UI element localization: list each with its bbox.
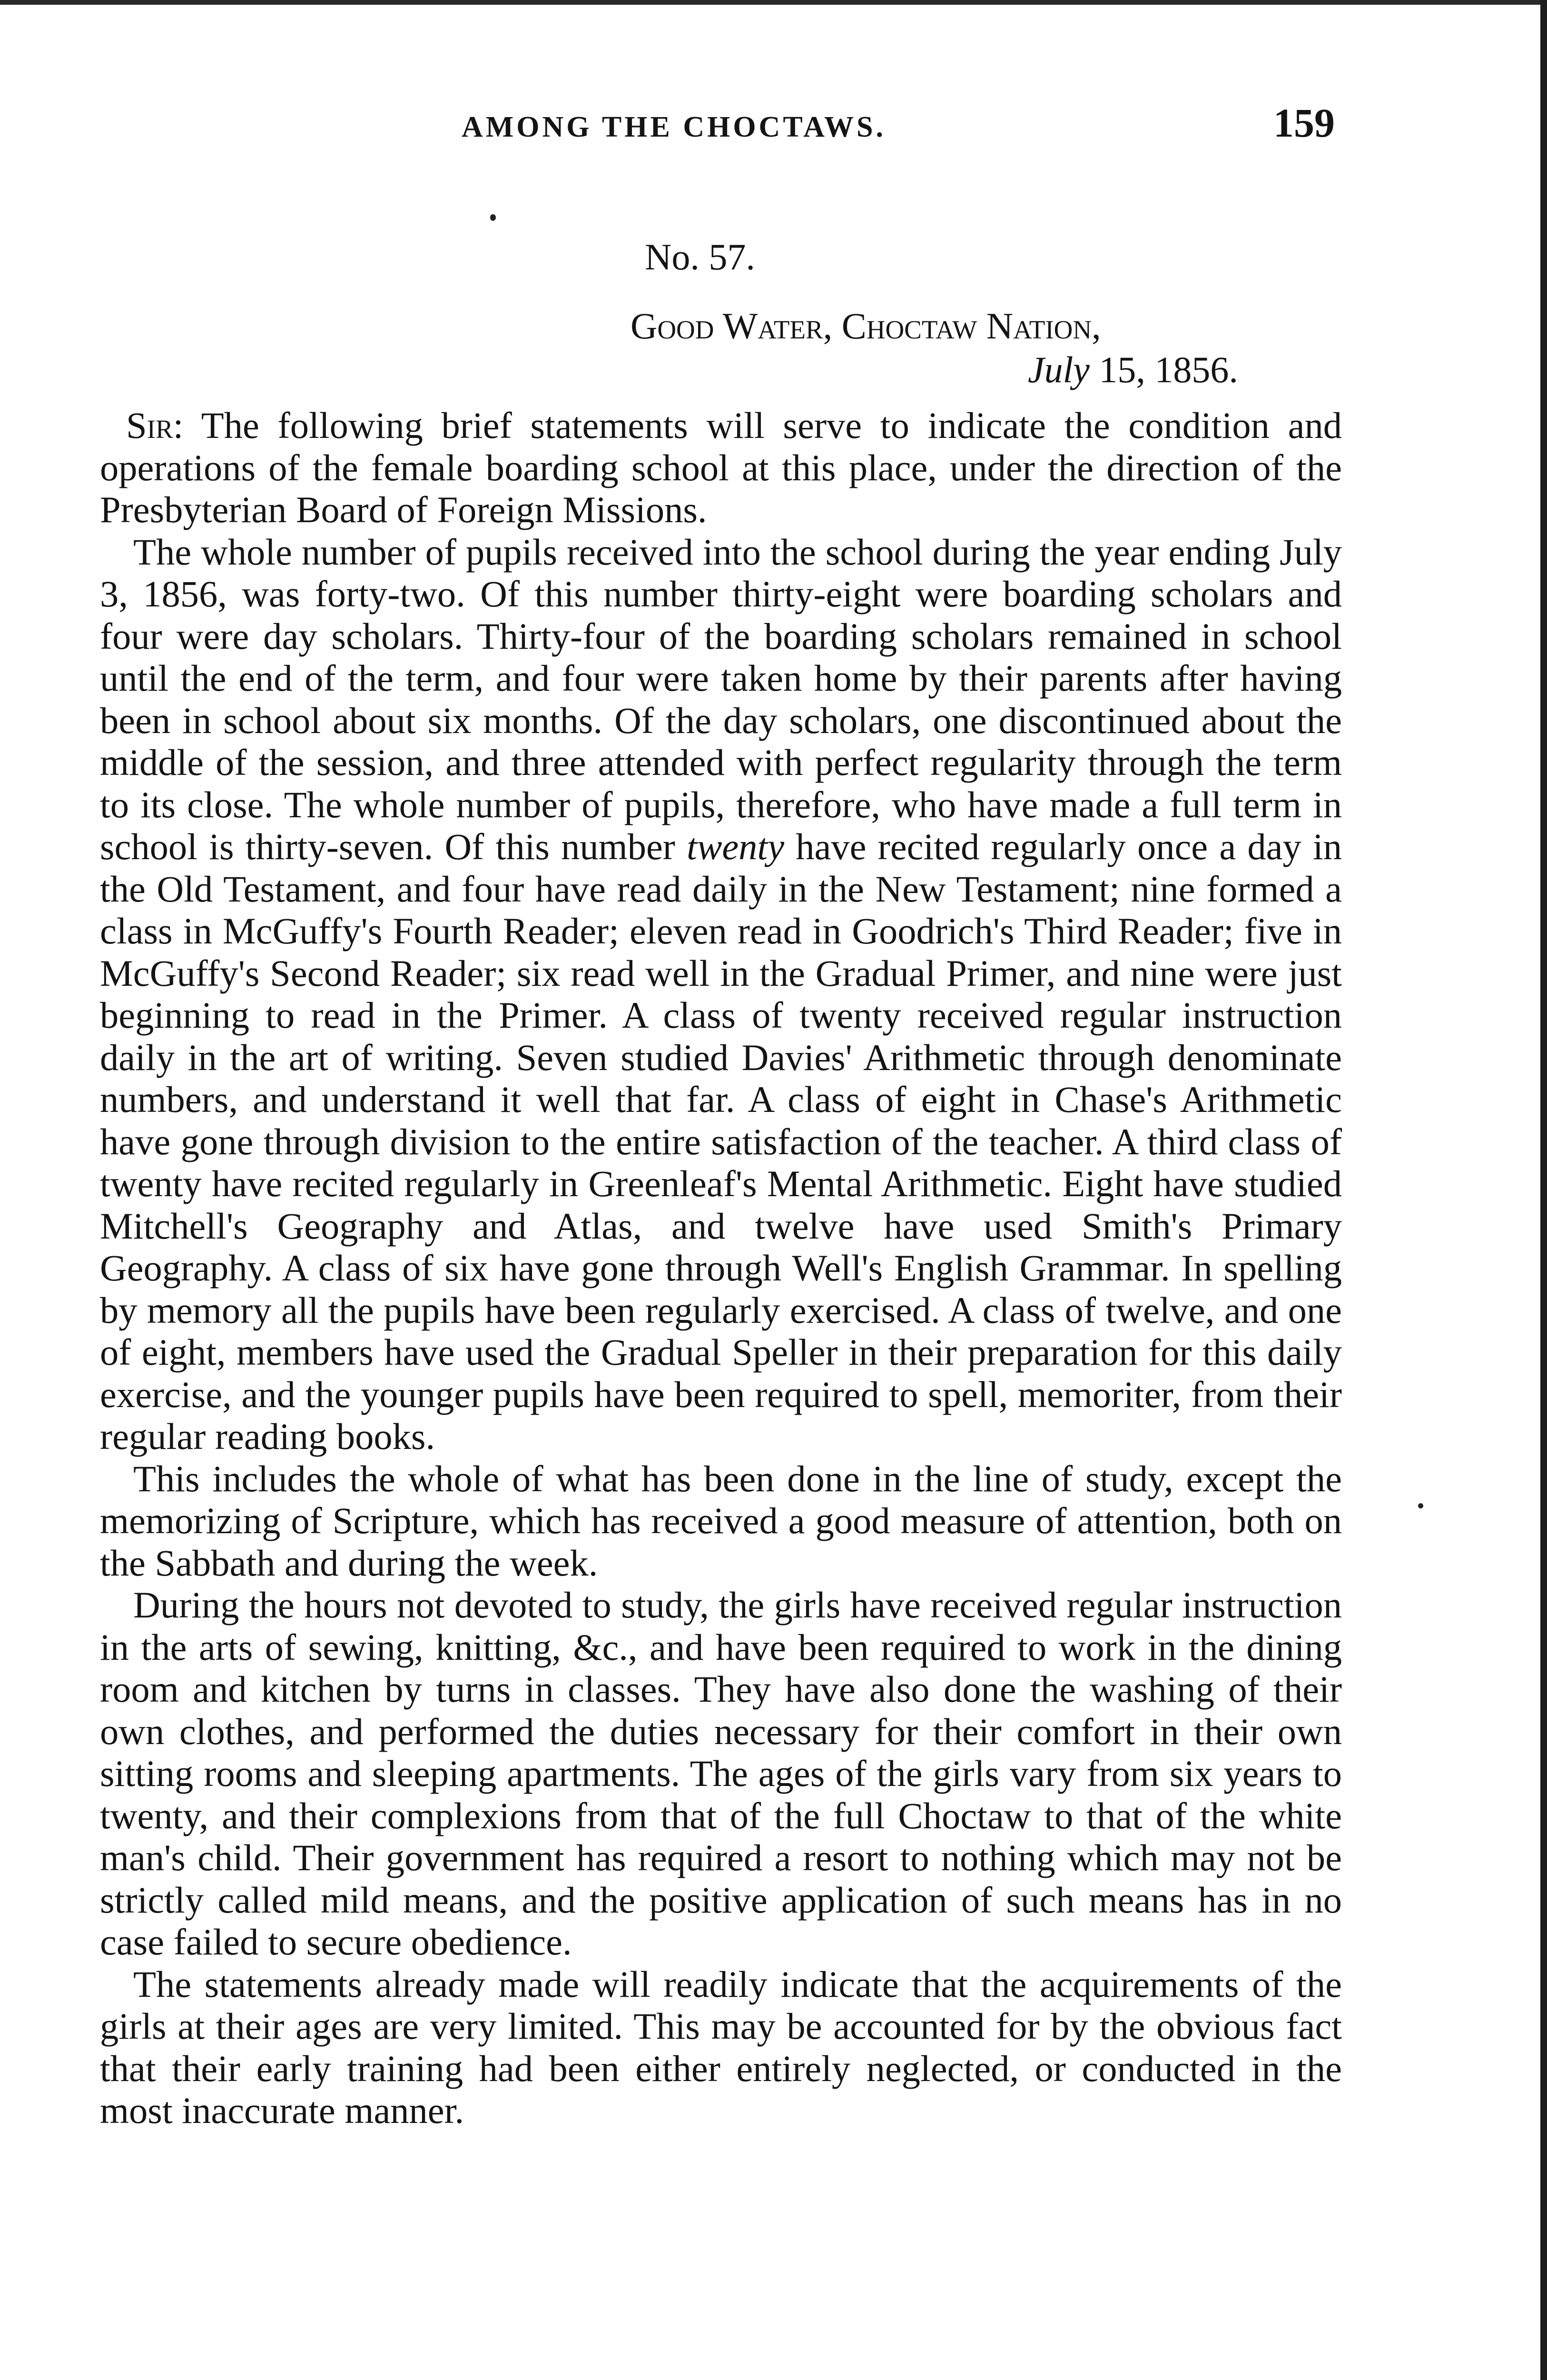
emphasized-word: twenty bbox=[687, 826, 785, 867]
paragraph-opening-text: The following brief statements will serve to indicate the condition and operations of the female boarding school at this place, under the direction of the Presbyterian Board of Foreign Missions. bbox=[100, 405, 1342, 530]
dateline-place: Good Water, Choctaw Nation, bbox=[631, 305, 1101, 347]
print-speck bbox=[1418, 1503, 1423, 1508]
paragraph-opening bbox=[100, 405, 1342, 531]
running-title: AMONG THE CHOCTAWS. bbox=[462, 111, 886, 143]
paragraph-pupils-text-a: The whole number of pupils received into the school during the year ending July 3, 1856, was forty-two. Of this number thirty-eight were boarding scholars and four were day scholars. Thirty-four of the boarding scholars remained in school until the end of the term, and four were taken home by their parents after having been in school about six months. Of the day scholars, one discontinued about the middle of the session, and three attended with perfect regularity through the term to its close. The whole number of pupils, therefore, who have made a full term in school is thirty-seven. Of this number bbox=[100, 531, 1342, 867]
salutation: Sir: bbox=[126, 405, 184, 446]
letter-body bbox=[100, 405, 1342, 2132]
dateline-day-year: 15, 1856. bbox=[1089, 349, 1238, 390]
paragraph-work: During the hours not devoted to study, the girls have received regular instruction in the arts of sewing, knitting, &c., and have been required to work in the dining room and kitchen by turns in classes. They have also done the washing of their own clothes, and performed the duties necessary for their comfort in their own sitting rooms and sleeping apartments. The ages of the girls vary from six years to twenty, and their complexions from that of the full Choctaw to that of the white man's child. Their government has required a resort to nothing which may not be strictly called mild means, and the positive application of such means has in no case failed to secure obedience. bbox=[100, 1584, 1342, 1963]
paragraph-acquirements: The statements already made will readily indicate that the acquirements of the girls at their ages are very limited. This may be accounted for by the obvious fact that their early training had been either entirely neglected, or conducted in the most inaccurate manner. bbox=[100, 1963, 1342, 2131]
paragraph-pupils-text-b: have recited regularly once a day in the Old Testament, and four have read daily in the New Testament; nine formed a class in McGuffy's Fourth Reader; eleven read in Goodrich's Third Reader; five in McGuffy's Second Reader; six read well in the Gradual Primer, and nine were just beginning to read in the Primer. A class of twenty received regular instruction daily in the art of writing. Seven studied Davies' Arithmetic through denominate numbers, and understand it well that far. A class of eight in Chase's Arithmetic have gone through division to the entire satisfaction of the teacher. A third class of twenty have recited regularly in Greenleaf's Mental Arithmetic. Eight have studied Mitchell's Geography and Atlas, and twelve have used Smith's Primary Geography. A class of six have gone through Well's English Grammar. In spelling by memory all the pupils have been regularly exercised. A class of twelve, and one of eight, members have used the Gradual Speller in their preparation for this daily exercise, and the younger pupils have been required to spell, memoriter, from their regular reading books. bbox=[100, 826, 1342, 1457]
page-edge-right bbox=[1540, 0, 1547, 2380]
page-number: 159 bbox=[1273, 100, 1335, 146]
page-edge-top bbox=[0, 0, 1547, 5]
paragraph-pupils bbox=[100, 531, 1342, 1458]
dateline-month: July bbox=[1028, 349, 1090, 390]
dateline-date bbox=[1028, 348, 1238, 391]
paragraph-study: This includes the whole of what has been done in the line of study, except the memorizing of Scripture, which has received a good measure of attention, both on the Sabbath and during the week. bbox=[100, 1458, 1342, 1584]
document-number: No. 57. bbox=[645, 236, 755, 278]
print-speck bbox=[490, 214, 496, 221]
